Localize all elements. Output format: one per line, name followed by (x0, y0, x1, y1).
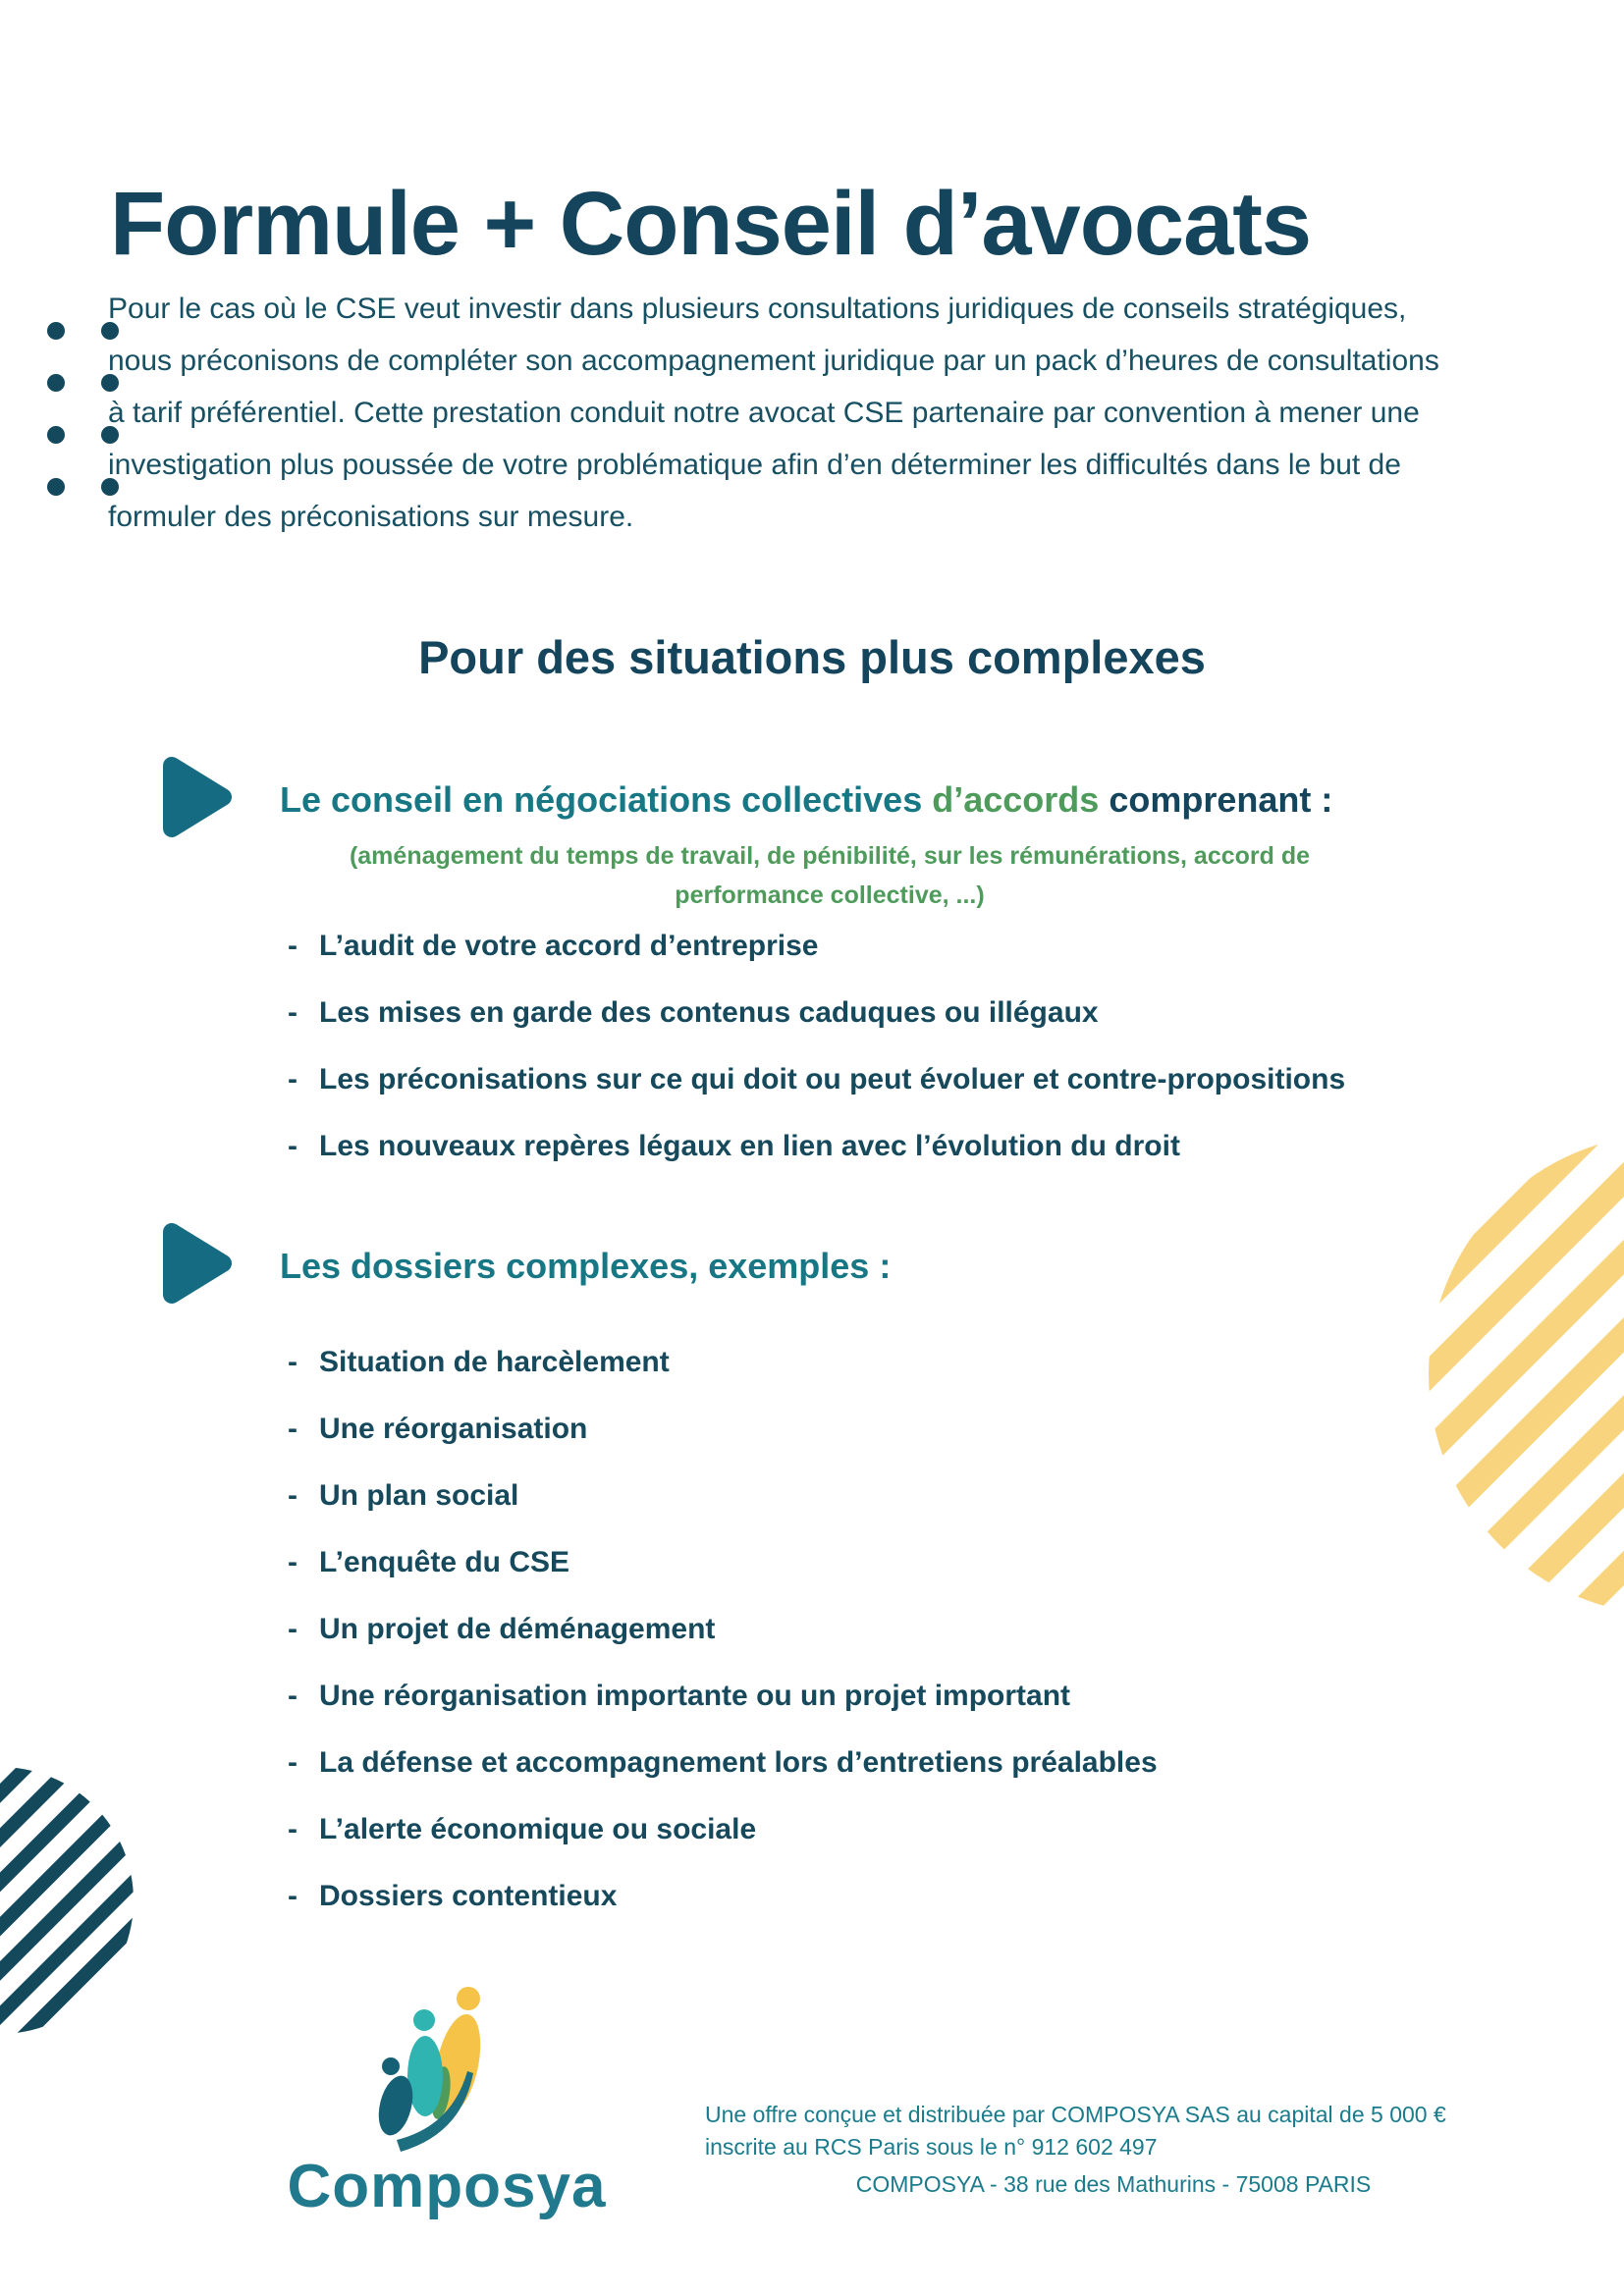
section-subtitle: Pour des situations plus complexes (418, 631, 1206, 683)
list-item (288, 1480, 1158, 1511)
dot-icon (47, 322, 65, 340)
list-item (288, 1614, 1158, 1644)
section2-heading: Les dossiers complexes, exemples : (280, 1245, 892, 1286)
list-item (288, 1881, 1158, 1911)
dash-marker: - (288, 1130, 298, 1162)
list-item-text: Les nouveaux repères légaux en lien avec l’évolution du droit (319, 1130, 1180, 1162)
list-item-text: Les mises en garde des contenus caduques ou illégaux (319, 996, 1099, 1029)
list-item (288, 1547, 1158, 1577)
dash-marker: - (288, 1413, 298, 1445)
section1-note (236, 836, 1424, 915)
footer-legal-text (705, 2099, 1522, 2201)
legal-line: inscrite au RCS Paris sous le n° 912 602 497 (705, 2134, 1158, 2160)
list-item (288, 1414, 1158, 1444)
dot-icon (47, 478, 65, 496)
heading-part-dark: comprenant : (1099, 778, 1333, 820)
brand-wordmark: Composya (287, 2153, 607, 2220)
section2-list (288, 1347, 1158, 1948)
list-item (288, 1681, 1158, 1711)
dot-icon (47, 426, 65, 444)
list-item (288, 1814, 1158, 1844)
list-item (288, 1347, 1158, 1377)
section2-heading-row (160, 1220, 891, 1311)
dash-marker: - (288, 1346, 298, 1378)
list-item-text: L’alerte économique ou sociale (319, 1813, 757, 1845)
list-item-text: Les préconisations sur ce qui doit ou peut évoluer et contre-propositions (319, 1063, 1346, 1095)
list-item-text: Une réorganisation importante ou un projet important (319, 1680, 1071, 1712)
legal-line-address: COMPOSYA - 38 rue des Mathurins - 75008 PARIS (855, 2171, 1372, 2197)
legal-line: Une offre conçue et distribuée par COMPOSYA SAS au capital de 5 000 € (705, 2102, 1446, 2127)
dash-marker: - (288, 1546, 298, 1578)
dash-marker: - (288, 1479, 298, 1512)
note-line: (aménagement du temps de travail, de pénibilité, sur les rémunérations, accord de (349, 842, 1311, 870)
triangle-bullet-icon (160, 754, 241, 845)
list-item (288, 931, 1345, 961)
note-line: performance collective, ...) (675, 881, 985, 909)
dash-marker: - (288, 1746, 298, 1779)
list-item-text: Dossiers contentieux (319, 1880, 618, 1912)
section1-heading-row (160, 754, 1332, 845)
list-item (288, 997, 1345, 1028)
heading-part-teal: Le conseil en négociations collectives (280, 778, 933, 820)
dash-marker: - (288, 1063, 298, 1095)
section1-list (288, 931, 1345, 1198)
dash-marker: - (288, 1813, 298, 1845)
list-item (288, 1747, 1158, 1778)
list-item-text: La défense et accompagnement lors d’entretiens préalables (319, 1746, 1158, 1779)
list-item (288, 1131, 1345, 1161)
dash-marker: - (288, 930, 298, 962)
striped-circle-teal-decoration (0, 1753, 147, 2048)
dash-marker: - (288, 1680, 298, 1712)
triangle-bullet-icon (160, 1220, 241, 1311)
striped-circle-yellow-decoration (1424, 1129, 1624, 1620)
dash-marker: - (288, 996, 298, 1029)
list-item (288, 1064, 1345, 1095)
dash-marker: - (288, 1880, 298, 1912)
intro-paragraph: Pour le cas où le CSE veut investir dans plusieurs consultations juridiques de conseils stratégiques, nous préconisons de compléter son accompagnement juridique par un pack d’heures de consultations à tarif préférentiel. Cette prestation conduit notre avocat CSE partenaire par convention à mener une investigation plus poussée de votre problématique afin d’en déterminer les difficultés dans le but de formuler des préconisations sur mesure. (108, 293, 1439, 533)
list-item-text: Un projet de déménagement (319, 1613, 716, 1645)
dash-marker: - (288, 1613, 298, 1645)
dot-icon (47, 374, 65, 392)
composya-logo-icon (314, 1971, 569, 2167)
list-item-text: L’audit de votre accord d’entreprise (319, 930, 819, 962)
list-item-text: L’enquête du CSE (319, 1546, 570, 1578)
section1-heading (280, 778, 1332, 821)
list-item-text: Un plan social (319, 1479, 519, 1512)
list-item-text: Une réorganisation (319, 1413, 588, 1445)
page-title: Formule + Conseil d’avocats (110, 173, 1312, 274)
list-item-text: Situation de harcèlement (319, 1346, 670, 1378)
heading-part-green: d’accords (932, 778, 1100, 820)
